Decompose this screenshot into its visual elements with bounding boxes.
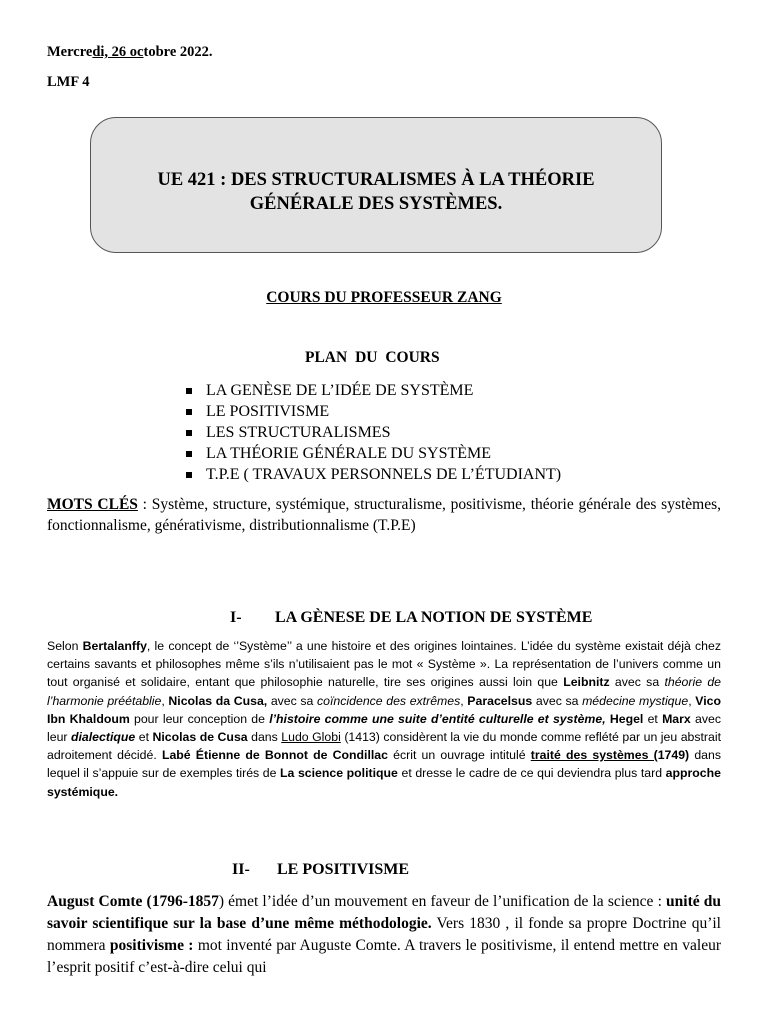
- name-leibnitz: Leibnitz: [563, 675, 610, 690]
- text-run: mot inventé par Auguste Comte. A travers le positivisme, il entend mettre en valeur l’esprit positif c’est-à-dire celui qui: [47, 937, 721, 976]
- list-item: [186, 380, 561, 401]
- date-text: Mercre: [47, 44, 93, 60]
- list-item: [186, 401, 561, 422]
- name-auguste-comte: August Comte (1796-1857: [47, 893, 219, 910]
- section1-heading: [230, 609, 592, 627]
- text-run: ) émet l’idée d’un mouvement en faveur de l’unification de la science :: [218, 893, 667, 910]
- bullet-icon: [186, 451, 192, 457]
- course-title-line1: UE 421 : DES STRUCTURALISMES À LA THÉORIE: [157, 170, 595, 190]
- text-run: ,: [688, 693, 696, 708]
- text-run: pour leur conception de: [129, 711, 270, 726]
- course-heading: COURS DU PROFESSEUR ZANG: [266, 289, 502, 306]
- text-run: Vers 1830 , il fonde sa propre Doctrine qu’il nommera: [47, 915, 721, 954]
- bullet-icon: [186, 430, 192, 436]
- text-run: ,: [161, 693, 169, 708]
- section2-paragraph: [47, 891, 721, 979]
- text-run: avec leur: [47, 711, 721, 745]
- bullet-icon: [186, 388, 192, 394]
- plan-item-text: LA GENÈSE DE L’IDÉE DE SYSTÈME: [206, 382, 474, 399]
- text-run: dans lequel il s’appuie sur de exemples tirés de: [47, 748, 721, 781]
- plan-list: [186, 380, 561, 485]
- text-run: avec sa: [532, 693, 583, 708]
- term-histoire: l’histoire comme une suite d’entité culturelle et système,: [269, 711, 606, 726]
- keywords-label: MOTS CLÉS: [47, 496, 138, 513]
- name-paracelsus: Paracelsus: [467, 693, 533, 708]
- bullet-icon: [186, 472, 192, 478]
- section2-heading: [232, 861, 409, 879]
- list-item: [186, 422, 561, 443]
- term-approche-systemique: approche systémique.: [47, 766, 721, 799]
- title-traite-des-systemes: traité des systèmes (: [530, 748, 658, 763]
- level-label: LMF 4: [47, 74, 90, 90]
- section1-number: I-: [230, 609, 242, 626]
- plan-item-text: LA THÉORIE GÉNÉRALE DU SYSTÈME: [206, 445, 492, 462]
- term-unite-du-savoir: unité du savoir scientifique sur la base d’une même méthodologie.: [47, 893, 721, 932]
- section1-title: LA GÈNESE DE LA NOTION DE SYSTÈME: [275, 609, 593, 626]
- keywords-text: : Système, structure, systémique, structuralisme, positivisme, théorie générale des systèmes, fonctionnalisme, générativisme, distributionnalisme (T.P.E): [47, 496, 722, 534]
- term-science-politique: La science politique: [280, 766, 398, 781]
- section2-title: LE POSITIVISME: [277, 861, 410, 878]
- section1-paragraph: [47, 637, 721, 801]
- name-nicolas-de-cusa: Nicolas de Cusa: [152, 730, 248, 745]
- name-condillac: Labé Étienne de Bonnot de Condillac: [161, 748, 388, 763]
- text-run: Selon: [47, 639, 83, 653]
- plan-item-text: LES STRUCTURALISMES: [206, 424, 391, 441]
- date-text-underlined: di, 26 oc: [92, 44, 144, 60]
- text-run: et dresse le cadre de ce qui deviendra plus tard: [397, 766, 666, 781]
- section2-number: II-: [232, 861, 250, 878]
- text-run: (1413) considèrent la vie du monde comme reflété par un jeu abstrait adroitement décidé.: [47, 730, 722, 763]
- list-item: [186, 464, 561, 485]
- text-run: ,: [460, 693, 468, 708]
- text-run: , le concept de ‘’Système’’ a une histoire et des origines lointaines. L’idée du système existait déjà chez certains savants et philosophes même s’ils n’utilisaient pas le mot « Système ». La représentation de l’univers comme un tout organisé et solidaire, entant que philosophie naturelle, tire ses origines aussi loin que: [47, 639, 721, 690]
- keywords-paragraph: [47, 494, 721, 536]
- term-medecine: médecine mystique: [582, 693, 689, 708]
- title-box: [90, 117, 662, 253]
- document-date: [47, 44, 213, 61]
- plan-item-text: LE POSITIVISME: [206, 403, 330, 420]
- list-item: [186, 443, 561, 464]
- term-coincidence: coïncidence des extrêmes: [317, 693, 461, 708]
- name-nicolas-da-cusa: Nicolas da Cusa,: [168, 693, 268, 708]
- bullet-icon: [186, 409, 192, 415]
- text-run: avec sa: [609, 675, 665, 690]
- date-text-end: tobre 2022.: [143, 44, 213, 60]
- name-bertalanffy: Bertalanffy: [82, 639, 147, 653]
- course-title-line2: GÉNÉRALE DES SYSTÈMES.: [249, 194, 503, 214]
- name-marx: Marx: [662, 711, 691, 726]
- plan-heading: PLAN DU COURS: [305, 349, 440, 366]
- text-run: dans: [247, 730, 282, 745]
- text-run: avec sa: [267, 693, 318, 708]
- term-harmonie: théorie de l’harmonie préétablie: [47, 675, 721, 708]
- text-run: écrit un ouvrage intitulé: [387, 748, 531, 763]
- name-vico: Vico Ibn Khaldoum: [47, 693, 721, 726]
- title-ludo-globi: Ludo Globi: [281, 730, 341, 745]
- name-hegel: Hegel: [609, 711, 644, 726]
- text-run: et: [135, 730, 153, 745]
- plan-item-text: T.P.E ( TRAVAUX PERSONNELS DE L’ÉTUDIANT): [206, 466, 562, 483]
- text-run: et: [643, 711, 663, 726]
- term-dialectique: dialectique: [71, 730, 136, 745]
- year-1749: 1749): [657, 748, 690, 763]
- term-positivisme: positivisme :: [109, 937, 194, 954]
- course-title: [91, 168, 661, 216]
